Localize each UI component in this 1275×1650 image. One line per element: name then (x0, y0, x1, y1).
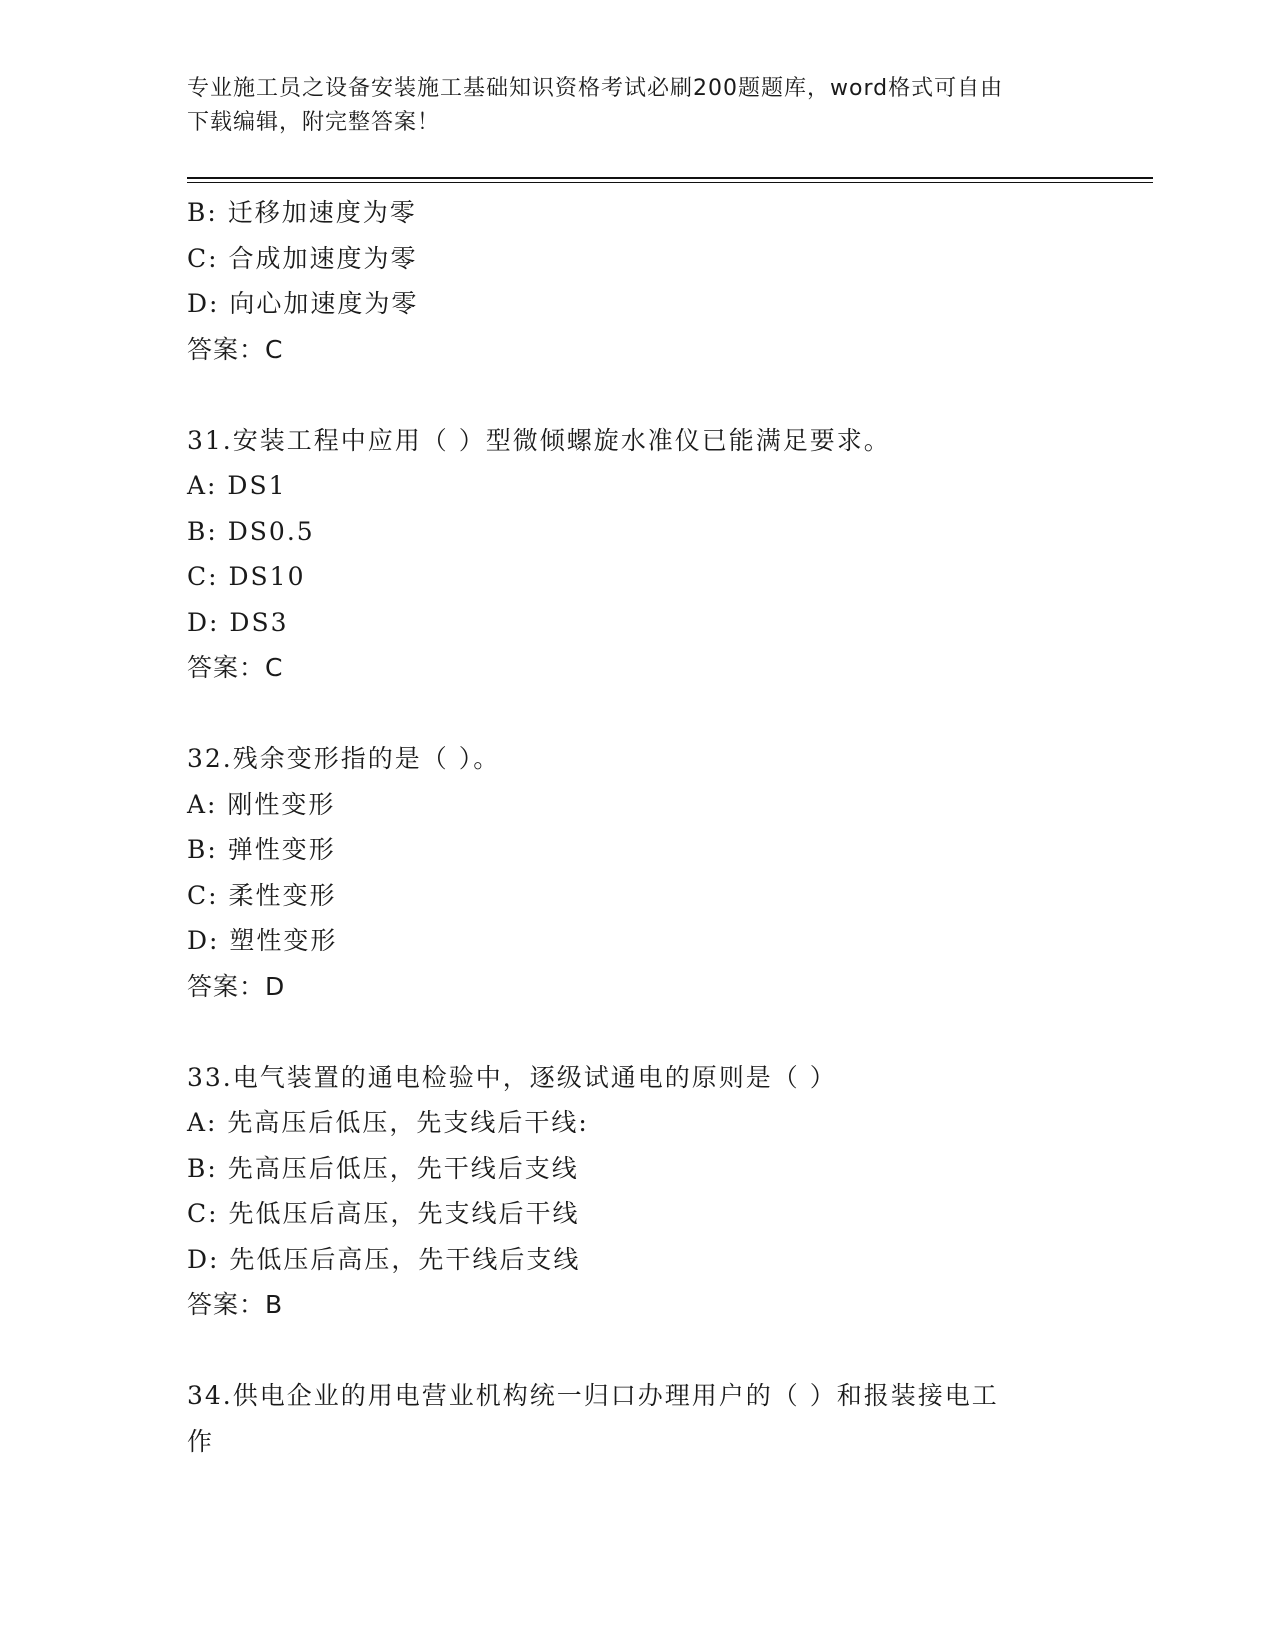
document-header (187, 72, 1067, 140)
answer: 答案：C (187, 653, 284, 682)
question-text: 33.电气装置的通电检验中，逐级试通电的原则是（ ） (187, 1062, 837, 1092)
answer: 答案：C (187, 334, 284, 364)
option-d: D: 向心加速度为零 (187, 289, 419, 318)
question-text: 31.安装工程中应用（ ）型微倾螺旋水准仪已能满足要求。 (187, 425, 891, 455)
question-spacer (187, 372, 1087, 418)
question-text: 32.残余变形指的是（ ）。 (187, 744, 501, 773)
header-divider-thick (187, 177, 1153, 179)
question-text-line-2: 作 (187, 1426, 215, 1456)
option-c: C: DS10 (187, 562, 306, 591)
question-text-line-1: 34.供电企业的用电营业机构统一归口办理用户的（ ）和报装接电工 (187, 1381, 999, 1410)
question-spacer (187, 1328, 1087, 1374)
header-line-2: 下载编辑，附完整答案！ (187, 110, 441, 135)
answer: 答案：D (187, 971, 286, 1001)
option-c: C: 先低压后高压，先支线后干线 (187, 1199, 580, 1228)
question-31 (187, 418, 1087, 691)
answer: 答案：B (187, 1290, 284, 1319)
option-b: B: 迁移加速度为零 (187, 198, 417, 227)
option-a: A: 先高压后低压，先支线后干线: (187, 1108, 589, 1137)
option-b: B: DS0.5 (187, 516, 315, 546)
option-d: D: 先低压后高压，先干线后支线 (187, 1244, 581, 1274)
option-a: A: 刚性变形 (187, 789, 336, 819)
question-34 (187, 1373, 1087, 1464)
option-b: B: 先高压后低压，先干线后支线 (187, 1153, 579, 1183)
question-spacer (187, 691, 1087, 737)
option-a: A: DS1 (187, 471, 287, 500)
question-spacer (187, 1009, 1087, 1055)
question-32 (187, 736, 1087, 1009)
option-d: D: 塑性变形 (187, 926, 338, 955)
header-line-1: 专业施工员之设备安装施工基础知识资格考试必刷200题题库，word格式可自由 (187, 76, 1004, 101)
option-c: C: 柔性变形 (187, 880, 337, 910)
option-c: C: 合成加速度为零 (187, 243, 418, 273)
question-33 (187, 1055, 1087, 1328)
option-b: B: 弹性变形 (187, 835, 336, 864)
question-30-remainder (187, 190, 1087, 372)
option-d: D: DS3 (187, 607, 289, 637)
question-list (187, 190, 1087, 1464)
header-divider-thin (187, 182, 1153, 183)
